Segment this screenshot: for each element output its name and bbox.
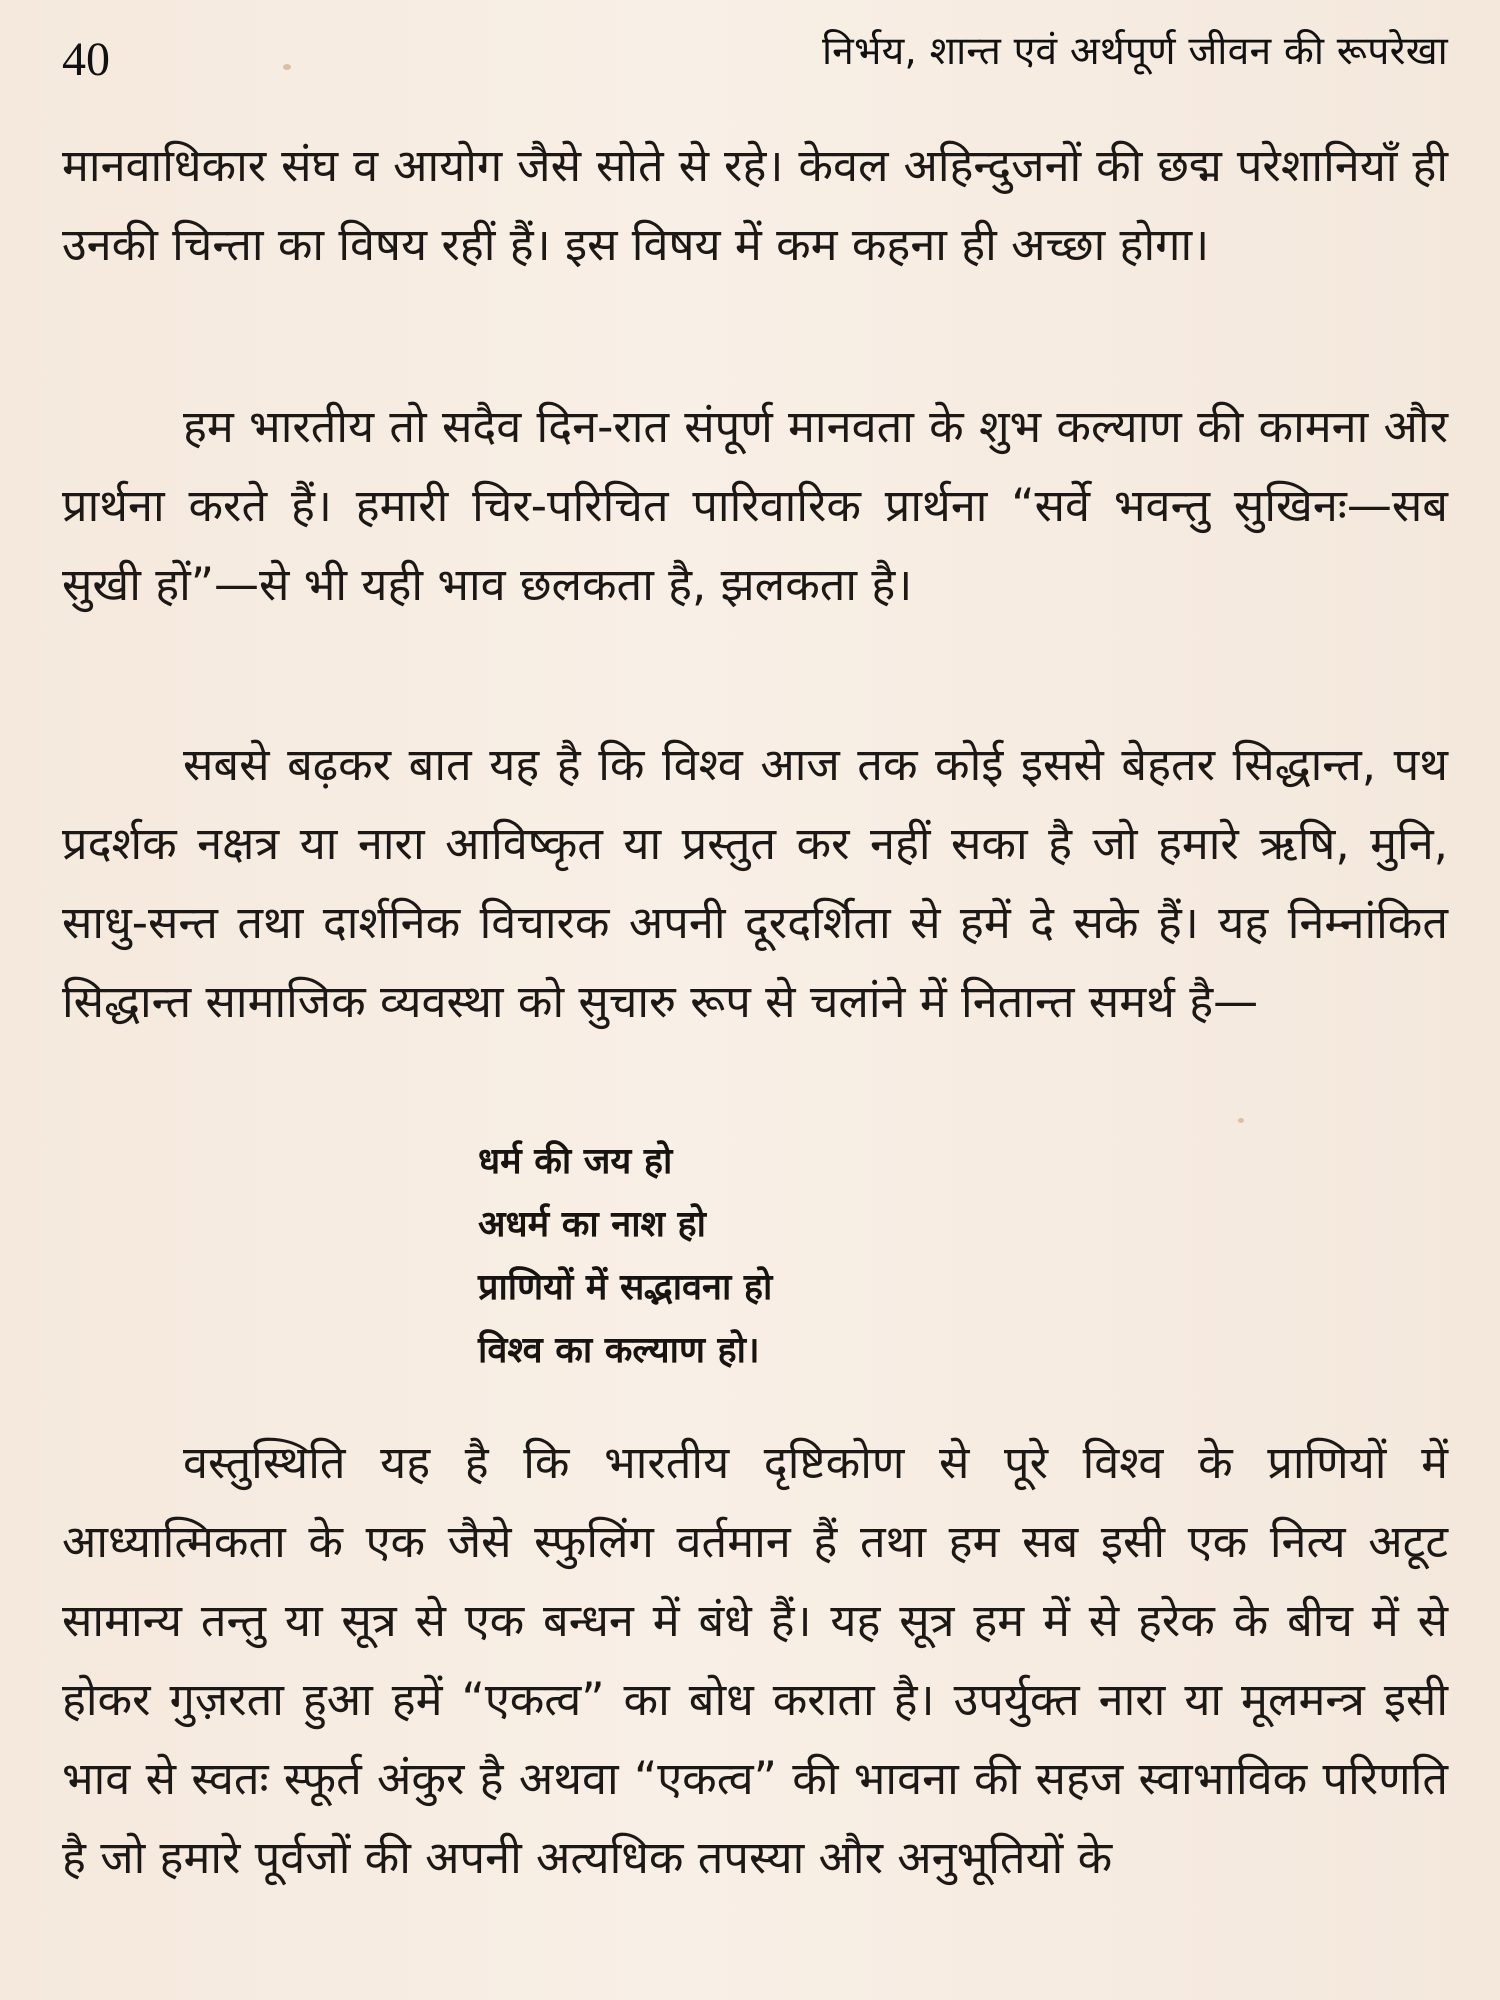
- paragraph-4: वस्तुस्थिति यह है कि भारतीय दृष्टिकोण से पूरे विश्व के प्राणियों में आध्यात्मिकता के एक जैसे स्फुलिंग वर्तमान हैं तथा हम सब इसी एक नित्य अटूट सामान्य तन्तु या सूत्र से एक बन्धन में बंधे हैं। यह सूत्र हम में से हरेक के बीच में से होकर गुज़रता हुआ हमें “एकत्व” का बोध कराता है। उपर्युक्त नारा या मूलमन्त्र इसी भाव से स्वतः स्फूर्त अंकुर है अथवा “एकत्व” की भावना की सहज स्वाभाविक परिणति है जो हमारे पूर्वजों की अपनी अत्यधिक तपस्या और अनुभूतियों के: [62, 1436, 1448, 1884]
- paragraph-1: मानवाधिकार संघ व आयोग जैसे सोते से रहे। केवल अहिन्दुजनों की छद्म परेशानियाँ ही उनकी चिन्ता का विषय रहीं हैं। इस विषय में कम कहना ही अच्छा होगा।: [62, 139, 1448, 271]
- paragraph-2: हम भारतीय तो सदैव दिन-रात संपूर्ण मानवता के शुभ कल्याण की कामना और प्रार्थना करते हैं। हमारी चिर-परिचित पारिवारिक प्रार्थना “सर्वे भवन्तु सुखिनः—सब सुखी हों”—से भी यही भाव छलकता है, झलकता है।: [62, 400, 1448, 611]
- verse-line-4: विश्व का कल्याण हो।: [478, 1330, 760, 1371]
- verse-block: [478, 1130, 1078, 1382]
- page-number: 40: [62, 33, 110, 86]
- paragraph-3: सबसे बढ़कर बात यह है कि विश्व आज तक कोई इससे बेहतर सिद्धान्त, पथ प्रदर्शक नक्षत्र या नारा आविष्कृत या प्रस्तुत कर नहीं सका है जो हमारे ऋषि, मुनि, साधु-सन्त तथा दार्शनिक विचारक अपनी दूरदर्शिता से हमें दे सके हैं। यह निम्नांकित सिद्धान्त सामाजिक व्यवस्था को सुचारु रूप से चलांने में नितान्त समर्थ है—: [62, 738, 1448, 1028]
- verse-line-1: धर्म की जय हो: [478, 1141, 673, 1182]
- running-title: निर्भय, शान्त एवं अर्थपूर्ण जीवन की रूपरेखा: [822, 29, 1448, 74]
- verse-line-3: प्राणियों में सद्भावना हो: [478, 1267, 773, 1308]
- verse-line-2: अधर्म का नाश हो: [478, 1204, 706, 1245]
- page-header: [62, 28, 1448, 108]
